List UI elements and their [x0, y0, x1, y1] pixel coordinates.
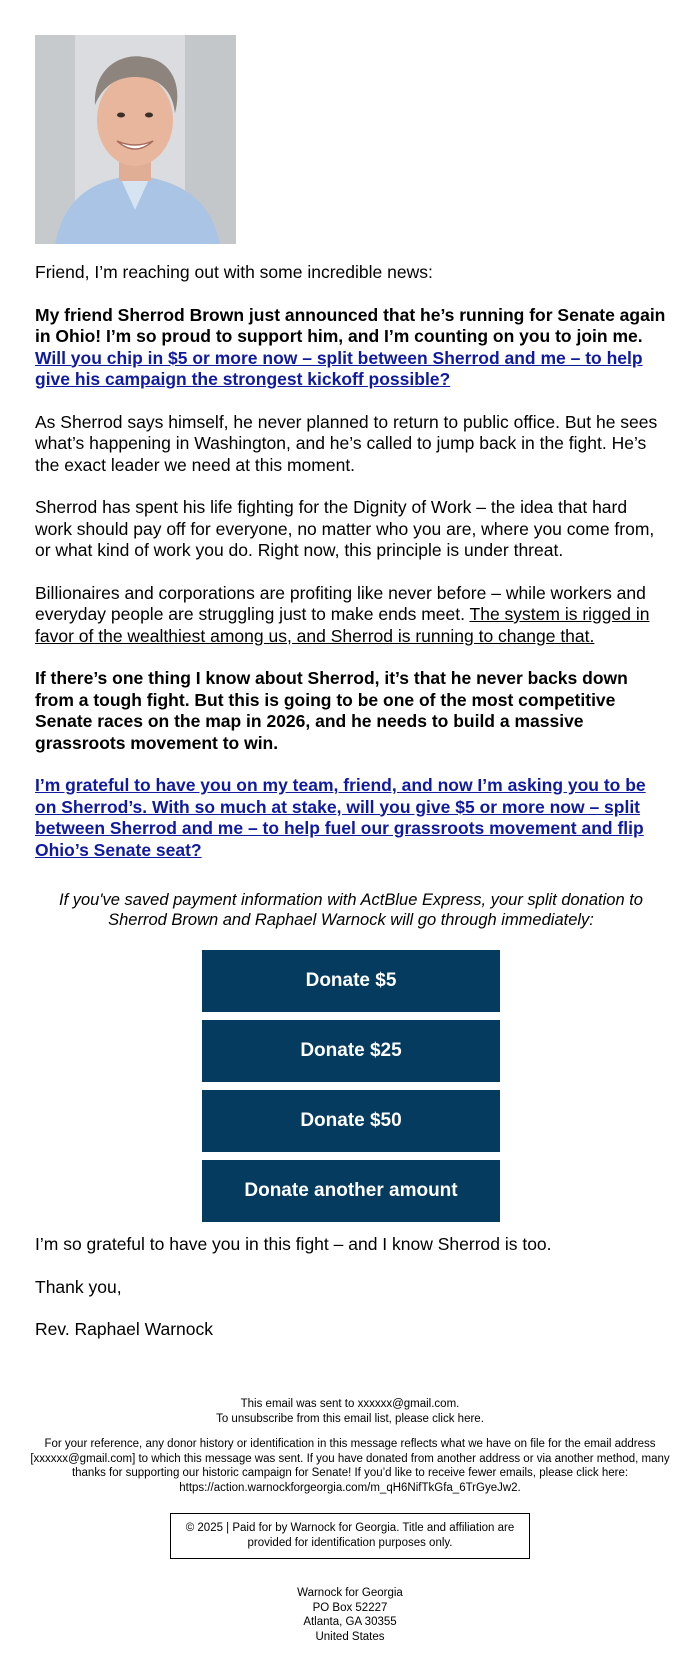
footer-sent-to — [28, 1397, 672, 1426]
intro-bold-text: My friend Sherrod Brown just announced that he’s running for Senate again in Ohio! I’m so proud to support him, and I’m counting on you to join me. — [35, 304, 666, 346]
paragraph-dignity-of-work: Sherrod has spent his life fighting for the Dignity of Work – the idea that hard work should pay off for everyone, no matter who you are, where you come from, or what kind of work you do. Right now, this principle is under threat. — [35, 497, 655, 560]
paragraph-tough-fight: If there’s one thing I know about Sherrod, it’s that he never backs down from a tough fight. But this is going to be one of the most competitive Senate races on the map in 2026, and he needs to build a massive grassroots movement to win. — [35, 668, 628, 753]
system-rigged-text: The system is rigged in favor of the wealthiest among us, and Sherrod is running to change that. — [35, 604, 650, 646]
footer-reference: For your reference, any donor history or identification in this message reflects what we have on file for the email address [xxxxxx@gmail.com] to which this message was sent. If you have donated from another address or via another method, many thanks for supporting our historic campaign for Senate! If you’d like to receive fewer emails, please click here: https://action.warnockforgeorgia.com/m_qH6NifTkGfa_6TrGyeJw2. — [30, 1438, 670, 1494]
signoff: Thank you, — [35, 1276, 122, 1297]
donate-5-button[interactable]: Donate $5 — [202, 950, 500, 1012]
signature: Rev. Raphael Warnock — [35, 1319, 213, 1339]
address-line: PO Box 52227 — [312, 1601, 388, 1614]
closing-line: I’m so grateful to have you in this fight – and I know Sherrod is too. — [35, 1234, 552, 1254]
paragraph-ask — [35, 775, 667, 861]
paragraph-billionaires — [35, 583, 667, 648]
billionaires-text: Billionaires and corporations are profiting like never before – while workers and everyday people are struggling just to make ends meet. — [35, 582, 646, 624]
address-line: Atlanta, GA 30355 — [303, 1616, 397, 1628]
donate-buttons — [202, 950, 500, 1222]
email-body — [35, 35, 667, 1341]
greeting: Friend, I’m reaching out with some incredible news: — [35, 262, 433, 282]
intro-paragraph — [35, 305, 667, 391]
actblue-express-note: If you've saved payment information with ActBlue Express, your split donation to Sherrod Brown and Raphael Warnock will go through immediately: — [58, 891, 643, 929]
copyright-box: © 2025 | Paid for by Warnock for Georgia. Title and affiliation are provided for identification purposes only. — [170, 1513, 530, 1559]
chip-in-link[interactable]: Will you chip in $5 or more now – split between Sherrod and me – to help give his campaign the strongest kickoff possible? — [35, 347, 643, 389]
donate-50-button[interactable]: Donate $50 — [202, 1090, 500, 1152]
unsubscribe-link[interactable]: To unsubscribe from this email list, please click here. — [216, 1412, 484, 1425]
mailing-address — [200, 1586, 500, 1644]
give-now-link[interactable]: I’m grateful to have you on my team, friend, and now I’m asking you to be on Sherrod’s. With so much at stake, will you give $5 or more now – split between Sherrod and me – to help fuel our grassroots movement and flip Ohio’s Senate seat? — [35, 775, 646, 860]
sent-to-text: This email was sent to xxxxxx@gmail.com. — [240, 1398, 460, 1410]
address-line: United States — [315, 1630, 385, 1643]
paragraph-public-office: As Sherrod says himself, he never planned to return to public office. But he sees what’s happening in Washington, and he’s called to jump back in the fight. He’s the exact leader we need at this moment. — [35, 411, 658, 475]
address-line: Warnock for Georgia — [297, 1587, 403, 1599]
donate-25-button[interactable]: Donate $25 — [202, 1020, 500, 1082]
donate-other-amount-button[interactable]: Donate another amount — [202, 1160, 500, 1222]
sherrod-brown-photo — [35, 35, 236, 244]
